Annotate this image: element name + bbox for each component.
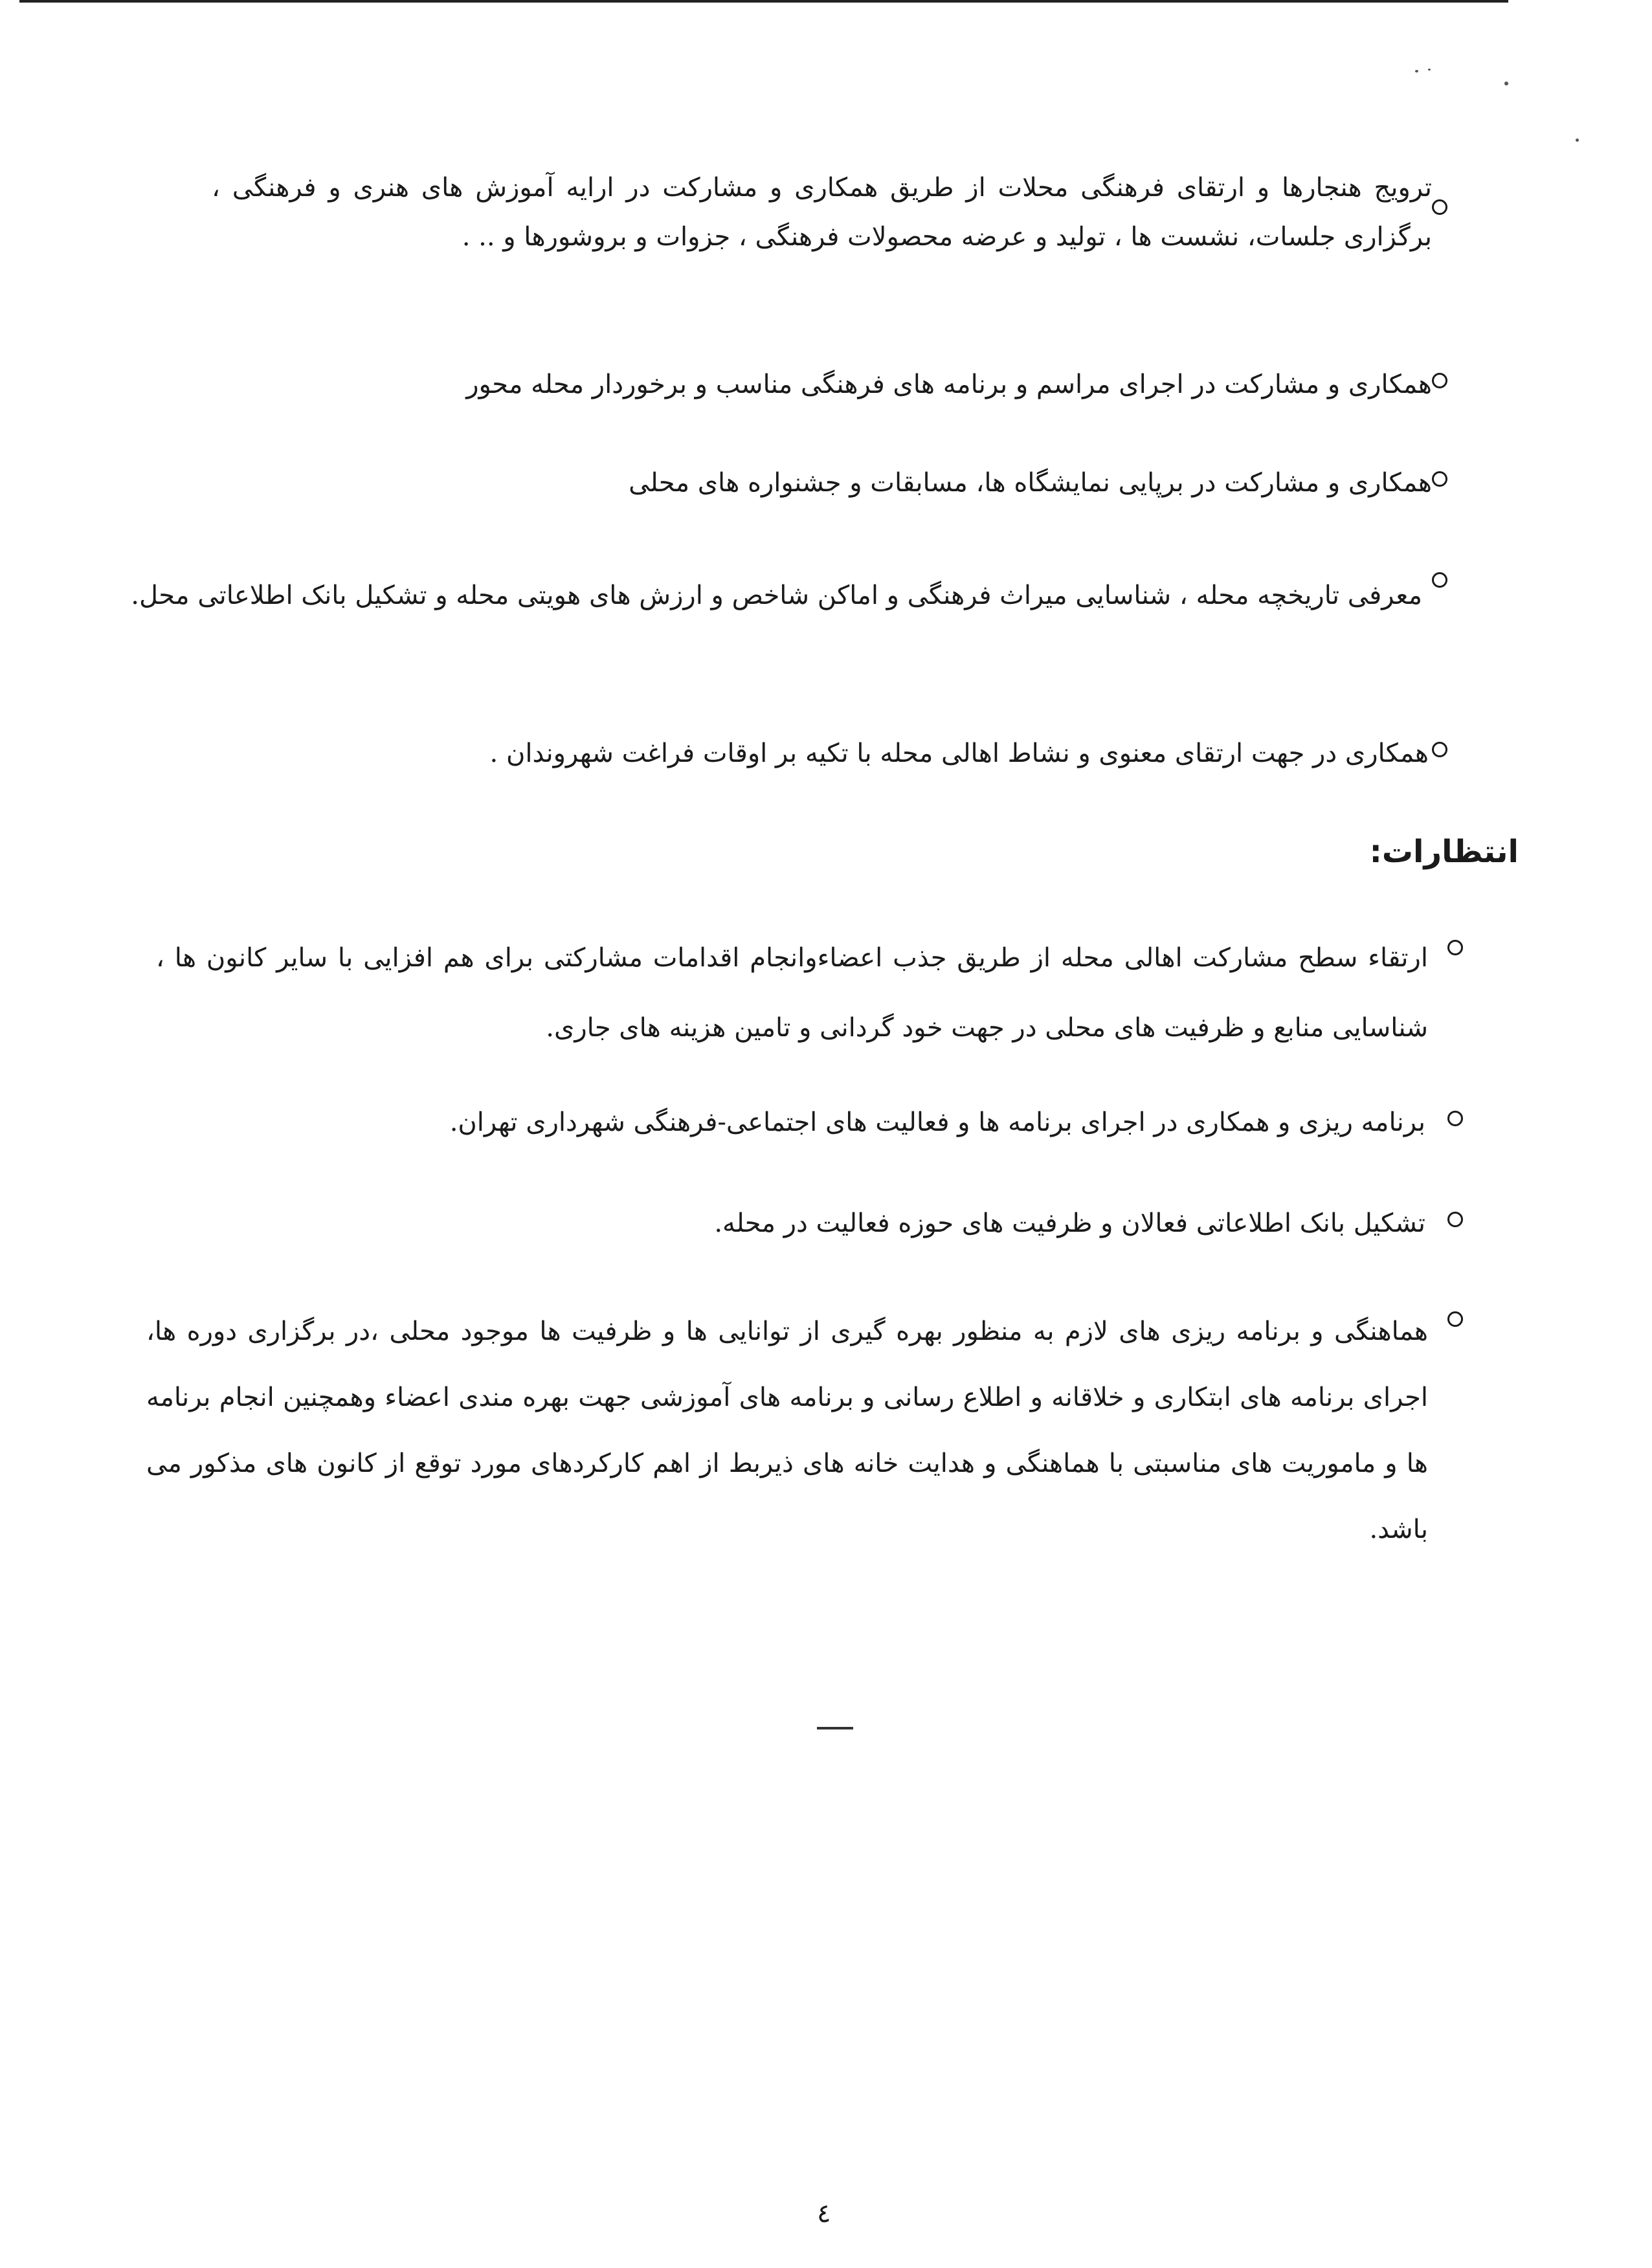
list-item-text: ترویج هنجارها و ارتقای فرهنگی محلات از طریق همکاری و مشارکت در ارایه آموزش های هنری و فرهنگی ، برگزاری جلسات، نشست ها ، تولید و عرضه محصولات فرهنگی ، جزوات و بروشورها و .. . xyxy=(212,173,1432,252)
hollow-circle-bullet-icon xyxy=(1447,1111,1463,1126)
stray-dash-mark xyxy=(817,1727,853,1729)
scan-speck xyxy=(1504,82,1508,85)
hollow-circle-bullet-icon xyxy=(1432,572,1447,588)
list-item-text: تشکیل بانک اطلاعاتی فعالان و ظرفیت های حوزه فعالیت در محله. xyxy=(714,1208,1425,1238)
scan-speck xyxy=(1428,69,1431,71)
scan-speck xyxy=(1415,70,1418,72)
list-item-text: معرفی تاریخچه محله ، شناسایی میراث فرهنگی و اماکن شاخص و ارزش های هویتی محله و تشکیل بانک اطلاعاتی محل. xyxy=(131,581,1422,610)
list-item-text: برنامه ریزی و همکاری در اجرای برنامه ها و فعالیت های اجتماعی-فرهنگی شهرداری تهران. xyxy=(449,1107,1425,1137)
list-item-text: همکاری و مشارکت در اجرای مراسم و برنامه های فرهنگی مناسب و برخوردار محله محور xyxy=(466,370,1432,399)
page-number: ٤ xyxy=(817,2199,831,2229)
section-heading-expectations: انتظارات: xyxy=(1369,834,1519,870)
scan-speck xyxy=(1576,139,1579,142)
list-item-text: ارتقاء سطح مشارکت اهالی محله از طریق جذب اعضاءوانجام اقدامات مشارکتی برای هم افزایی با سایر کانون ها ، شناسایی منابع و ظرفیت های محلی در جهت خود گردانی و تامین هزینه های جاری. xyxy=(156,943,1428,1043)
hollow-circle-bullet-icon xyxy=(1432,199,1447,215)
scan-top-edge xyxy=(19,0,1508,3)
hollow-circle-bullet-icon xyxy=(1447,1311,1463,1327)
list-item-text: هماهنگی و برنامه ریزی های لازم به منظور بهره گیری از توانایی ها و ظرفیت ها موجود محلی ،در برگزاری دوره ها، اجرای برنامه های ابتکاری و خلاقانه و اطلاع رسانی و برنامه های آموزشی جهت بهره مندی اعضاء وهمچنین انجام برنامه ها و ماموریت های مناسبتی با هماهنگی و هدایت خانه های ذیربط از اهم کارکردهای مورد توقع از کانون های مذکور می باشد. xyxy=(146,1317,1428,1544)
hollow-circle-bullet-icon xyxy=(1432,742,1447,757)
hollow-circle-bullet-icon xyxy=(1447,940,1463,955)
list-item-text: همکاری و مشارکت در برپایی نمایشگاه ها، مسابقات و جشنواره های محلی xyxy=(629,468,1432,498)
hollow-circle-bullet-icon xyxy=(1432,471,1447,487)
hollow-circle-bullet-icon xyxy=(1447,1212,1463,1227)
hollow-circle-bullet-icon xyxy=(1432,373,1447,388)
list-item-text: همکاری در جهت ارتقای معنوی و نشاط اهالی محله با تکیه بر اوقات فراغت شهروندان . xyxy=(489,739,1429,768)
